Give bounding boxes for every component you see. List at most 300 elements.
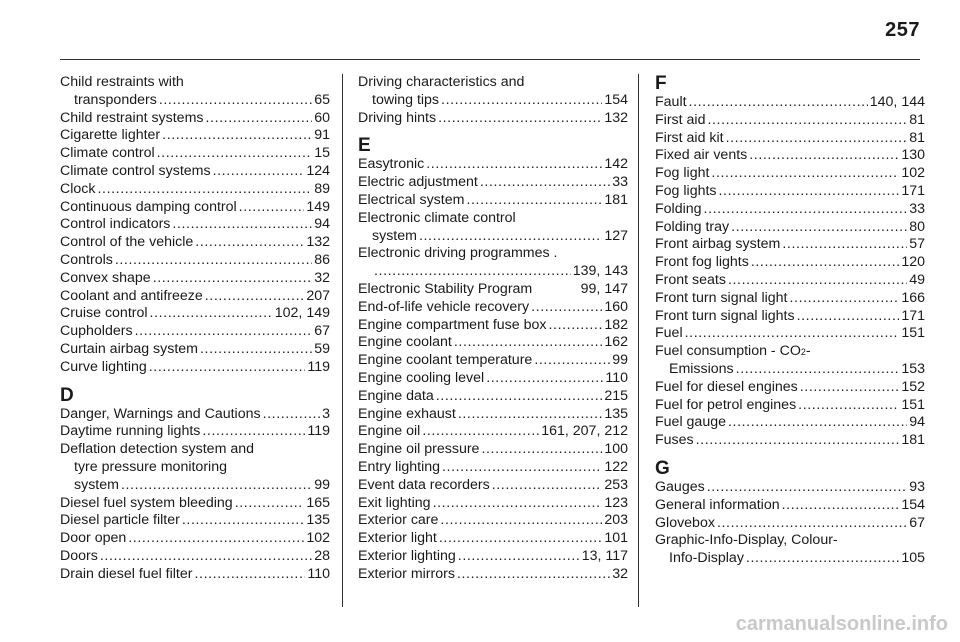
entry-term: Convex shape [60, 269, 151, 286]
entry-line [655, 94, 925, 112]
entry-line [60, 305, 330, 323]
dot-leader [685, 325, 900, 343]
dot-leader [531, 299, 602, 317]
entry-term: Engine oil pressure [358, 441, 480, 458]
dot-leader [121, 477, 312, 495]
page-number: 257 [885, 19, 920, 41]
entry-term: Info-Display [669, 550, 744, 567]
dot-leader [149, 359, 306, 377]
index-entry [358, 192, 628, 210]
index-entry [655, 532, 925, 568]
entry-term: Clock [60, 180, 96, 197]
index-entry [358, 406, 628, 424]
page-refs: 28 [314, 547, 330, 564]
index-column-3 [655, 74, 925, 568]
page-refs: 142 [604, 156, 628, 173]
entry-term: tyre pressure monitoring [74, 458, 227, 475]
dot-leader [782, 236, 907, 254]
entry-term: Exterior mirrors [358, 565, 455, 582]
entry-term: Fog lights [655, 182, 717, 199]
entry-term: Driving characteristics and [358, 74, 525, 90]
page-refs: 119 [307, 358, 330, 375]
entry-term: Event data recorders [358, 476, 490, 493]
entry-term: Exterior lighting [358, 547, 456, 564]
entry-line [358, 299, 628, 317]
entry-line [358, 210, 628, 228]
dot-leader [442, 459, 602, 477]
index-entry [655, 343, 925, 379]
entry-term: transponders [74, 91, 157, 108]
page-refs: 203 [604, 512, 628, 529]
index-entry [60, 530, 330, 548]
dot-leader [548, 317, 602, 335]
page-refs: 132 [604, 109, 628, 126]
dot-leader [439, 530, 602, 548]
entry-line [358, 566, 628, 584]
entry-term: Cigarette lighter [60, 127, 161, 144]
entry-term: Fuel for diesel engines [655, 378, 798, 395]
section-letter: D [60, 384, 74, 406]
page-refs: 253 [604, 476, 628, 493]
page-refs: 102 [306, 530, 330, 547]
entry-line [358, 281, 628, 299]
entry-term: Emissions [669, 360, 734, 377]
entry-term: Diesel particle filter [60, 512, 180, 529]
entry-line [358, 92, 628, 110]
entry-line [655, 432, 925, 450]
dot-leader [128, 530, 304, 548]
entry-line [60, 127, 330, 145]
entry-line [60, 530, 330, 548]
dot-leader [798, 397, 899, 415]
page-refs: 99, 147 [580, 280, 628, 297]
index-entry [655, 290, 925, 308]
entry-term: Driving hints [358, 109, 437, 126]
entry-line [655, 532, 925, 550]
page-refs: 102, 149 [274, 305, 330, 322]
entry-line [358, 263, 628, 281]
dot-leader [480, 174, 610, 192]
dot-leader [194, 566, 305, 584]
entry-term: Fog light [655, 165, 710, 182]
index-entry [358, 245, 628, 281]
index-entry [655, 272, 925, 290]
entry-line [358, 174, 628, 192]
page-refs: 3 [322, 405, 330, 422]
page-refs: 86 [314, 251, 330, 268]
entry-line [358, 477, 628, 495]
dot-leader [707, 112, 907, 130]
page-refs: 81 [909, 111, 925, 128]
dot-leader [433, 495, 603, 513]
page-refs: 153 [901, 360, 925, 377]
page-refs: 132 [306, 234, 330, 251]
index-entry [60, 512, 330, 530]
entry-term: Climate control [60, 145, 155, 162]
page-refs: 94 [314, 216, 330, 233]
entry-term: Fault [655, 94, 687, 110]
page-refs: 207 [306, 287, 330, 304]
dot-leader [440, 512, 602, 530]
index-entry [655, 414, 925, 432]
entry-line [655, 219, 925, 237]
index-entry [655, 94, 925, 112]
entry-term: Fuses [655, 432, 694, 449]
entry-term: Entry lighting [358, 458, 441, 475]
dot-leader [150, 305, 273, 323]
entry-line [655, 308, 925, 326]
dot-leader [213, 163, 305, 181]
index-entry [655, 254, 925, 272]
entry-line: Fuel consumption - CO 2 - [655, 343, 811, 360]
entry-term: Door open [60, 530, 127, 547]
entry-term: Cruise control [60, 305, 148, 322]
page-refs: 32 [612, 565, 628, 582]
page-refs: 93 [909, 478, 925, 495]
index-entry [60, 288, 330, 306]
page-refs: 152 [901, 378, 925, 395]
entry-line [60, 145, 330, 163]
index-entry [60, 145, 330, 163]
index-entry [655, 479, 925, 497]
index-entry [358, 110, 628, 128]
entry-term: Continuous damping control [60, 198, 237, 215]
entry-term: First aid kit [655, 129, 724, 146]
dot-leader [157, 145, 313, 163]
page-refs: 119 [307, 423, 330, 440]
entry-term: Electrical system [358, 191, 465, 208]
column-divider-2 [638, 74, 639, 607]
entry-line [60, 216, 330, 234]
index-entry [60, 341, 330, 359]
entry-term: Front turn signal lights [655, 307, 795, 324]
page-refs: 181 [901, 432, 925, 449]
entry-line [358, 459, 628, 477]
entry-line [60, 441, 330, 459]
entry-line [655, 325, 925, 343]
index-entry [655, 236, 925, 254]
entry-term: Climate control systems [60, 162, 211, 179]
index-entry [60, 74, 330, 110]
dot-leader [466, 192, 602, 210]
page-refs: 91 [314, 127, 330, 144]
entry-line [60, 323, 330, 341]
entry-line [655, 361, 925, 379]
dot-leader [100, 548, 312, 566]
entry-line [60, 92, 330, 110]
dot-leader [426, 156, 602, 174]
dot-leader [135, 323, 313, 341]
entry-term: Fuel gauge [655, 414, 726, 431]
section-letter: F [655, 73, 667, 94]
page-refs: 80 [909, 218, 925, 235]
index-entry [60, 252, 330, 270]
dot-leader [172, 216, 312, 234]
entry-term: Electronic climate control [358, 209, 516, 226]
index-entry [358, 423, 628, 441]
entry-line [358, 192, 628, 210]
index-entry [358, 548, 628, 566]
entry-term: General information [655, 496, 780, 513]
dot-leader [789, 290, 899, 308]
entry-term: Child restraints with [60, 74, 184, 90]
dot-leader [235, 495, 305, 513]
index-entry [655, 515, 925, 533]
index-entry [655, 497, 925, 515]
dot-leader [736, 361, 900, 379]
page-refs: 135 [306, 512, 330, 529]
index-entry [60, 566, 330, 584]
index-entry [358, 317, 628, 335]
entry-line [358, 406, 628, 424]
entry-term: Gauges [655, 478, 705, 495]
dot-leader [441, 92, 602, 110]
entry-line [655, 130, 925, 148]
entry-term: Exterior light [358, 530, 437, 547]
entry-line [655, 236, 925, 254]
index-entry [60, 548, 330, 566]
entry-line [358, 388, 628, 406]
page-refs: 171 [901, 182, 925, 199]
dot-leader [162, 127, 312, 145]
entry-term: Glovebox [655, 514, 715, 531]
index-entry [358, 459, 628, 477]
entry-term: Curtain airbag system [60, 340, 198, 357]
page-refs: 105 [901, 550, 925, 567]
index-entry [358, 512, 628, 530]
entry-line [655, 290, 925, 308]
entry-term: Front fog lights [655, 254, 749, 271]
entry-term: Front seats [655, 271, 726, 288]
entry-line [60, 566, 330, 584]
page-refs: 162 [604, 334, 628, 351]
index-entry [358, 352, 628, 370]
entry-term: Curve lighting [60, 358, 147, 375]
index-entry [655, 308, 925, 326]
entry-line [358, 423, 628, 441]
entry-term: End-of-life vehicle recovery [358, 298, 530, 315]
entry-term: Daytime running lights [60, 423, 201, 440]
index-entry [358, 441, 628, 459]
entry-line [60, 359, 330, 377]
dot-leader [200, 341, 312, 359]
index-entry [60, 323, 330, 341]
entry-term: Coolant and antifreeze [60, 287, 203, 304]
entry-term: Control of the vehicle [60, 234, 194, 251]
entry-line [60, 423, 330, 441]
entry-line [655, 379, 925, 397]
entry-term: Electric adjustment [358, 174, 478, 191]
entry-line [655, 397, 925, 415]
entry-line [358, 512, 628, 530]
page-refs: 59 [314, 340, 330, 357]
dot-leader [689, 94, 868, 112]
entry-term: Drain diesel fuel filter [60, 565, 193, 582]
index-entry [655, 397, 925, 415]
index-entry [655, 165, 925, 183]
entry-term: Fuel for petrol engines [655, 396, 797, 413]
entry-line [358, 495, 628, 513]
index-entry [655, 201, 925, 219]
dot-leader [749, 147, 899, 165]
dot-leader [202, 423, 305, 441]
entry-line [358, 370, 628, 388]
index-entry [60, 216, 330, 234]
entry-term: Easytronic [358, 156, 425, 173]
entry-line [60, 270, 330, 288]
index-entry [60, 127, 330, 145]
entry-line [655, 147, 925, 165]
entry-line [358, 228, 628, 246]
page-refs: 65 [314, 91, 330, 108]
page-refs: 110 [307, 565, 330, 582]
dot-leader [492, 477, 603, 495]
dot-leader [205, 288, 305, 306]
entry-line [60, 512, 330, 530]
entry-term: Engine compartment fuse box [358, 316, 547, 333]
page-refs: 182 [604, 316, 628, 333]
entry-term: Fuel [655, 325, 683, 342]
index-entry [358, 210, 628, 246]
column-divider-1 [342, 74, 343, 607]
section-letter: E [358, 135, 371, 157]
dot-leader [263, 406, 321, 424]
index-entry [655, 219, 925, 237]
entry-term: Exterior care [358, 512, 439, 529]
index-entry [60, 359, 330, 377]
dot-leader [728, 272, 907, 290]
entry-term: Fixed air vents [655, 147, 748, 164]
page-refs: 127 [604, 227, 628, 244]
entry-line [655, 414, 925, 432]
index-column-1 [60, 74, 330, 584]
index-entry [358, 388, 628, 406]
index-entry [358, 495, 628, 513]
dot-leader [206, 110, 313, 128]
entry-line [60, 234, 330, 252]
dot-leader [726, 130, 908, 148]
top-rule [60, 59, 920, 60]
page-refs: 33 [612, 174, 628, 191]
page-refs: 140, 144 [869, 94, 925, 110]
dot-leader [115, 252, 312, 270]
entry-line [655, 515, 925, 533]
entry-term: Engine cooling level [358, 369, 485, 386]
entry-term: Diesel fuel system bleeding [60, 494, 233, 511]
entry-line [655, 165, 925, 183]
entry-line [60, 163, 330, 181]
page-refs: 32 [314, 269, 330, 286]
index-entry [358, 281, 628, 299]
entry-term: Electronic Stability Program [358, 280, 533, 297]
entry-line [60, 459, 330, 477]
page-refs: 123 [604, 494, 628, 511]
page-refs: 151 [901, 325, 925, 342]
entry-line [358, 548, 628, 566]
index-entry [60, 234, 330, 252]
entry-term: Controls [60, 251, 113, 268]
dot-leader [97, 181, 312, 199]
index-entry [60, 181, 330, 199]
section-letter: G [655, 457, 670, 479]
index-entry [655, 112, 925, 130]
entry-line [60, 495, 330, 513]
page-refs: 13, 117 [581, 547, 628, 564]
page-refs: 166 [901, 289, 925, 306]
dot-leader [159, 92, 312, 110]
page-refs: 130 [901, 147, 925, 164]
entry-line [60, 110, 330, 128]
entry-term: Folding [655, 200, 702, 217]
page-refs: 171 [901, 307, 925, 324]
page-refs: 67 [314, 323, 330, 340]
entry-term: Exit lighting [358, 494, 431, 511]
dot-leader [422, 423, 539, 441]
dot-leader [182, 512, 304, 530]
entry-line [358, 334, 628, 352]
entry-term: Engine coolant temperature [358, 352, 533, 369]
index-entry [655, 130, 925, 148]
page-refs: 122 [604, 458, 628, 475]
page-refs: 160 [604, 298, 628, 315]
index-entry [358, 174, 628, 192]
dot-leader [782, 497, 900, 515]
page-refs: 33 [909, 200, 925, 217]
entry-line [358, 74, 628, 92]
page-refs: 67 [909, 514, 925, 531]
index-entry [60, 110, 330, 128]
entry-term-tail: - [805, 343, 811, 360]
index-entry [655, 325, 925, 343]
entry-line [358, 317, 628, 335]
page-refs: 60 [314, 109, 330, 126]
page-refs: 101 [604, 530, 628, 547]
index-entry [60, 163, 330, 181]
dot-leader [751, 254, 899, 272]
page-refs: 135 [604, 405, 628, 422]
index-entry [358, 477, 628, 495]
index-entry [60, 441, 330, 494]
index-entry [60, 305, 330, 323]
dot-leader [746, 550, 899, 568]
entry-term: Danger, Warnings and Cautions [60, 405, 261, 422]
dot-leader [457, 566, 610, 584]
entry-term: Doors [60, 547, 98, 564]
page-refs: 81 [909, 129, 925, 146]
index-entry [655, 183, 925, 201]
dot-leader [728, 414, 907, 432]
entry-term: Child restraint systems [60, 109, 204, 126]
page-refs: 181 [604, 191, 628, 208]
index-entry [358, 299, 628, 317]
page-refs: 102 [901, 165, 925, 182]
entry-line [358, 156, 628, 174]
index-entry [358, 334, 628, 352]
page-refs: 215 [604, 387, 628, 404]
entry-line [655, 112, 925, 130]
entry-line [60, 74, 330, 92]
entry-line [655, 497, 925, 515]
page-refs: 120 [901, 254, 925, 271]
entry-term: Engine exhaust [358, 405, 456, 422]
entry-line [60, 548, 330, 566]
entry-line [655, 183, 925, 201]
entry-line [60, 477, 330, 495]
page-refs: 100 [604, 441, 628, 458]
entry-line [358, 245, 628, 263]
page-refs: 99 [314, 476, 330, 493]
dot-leader [731, 219, 907, 237]
